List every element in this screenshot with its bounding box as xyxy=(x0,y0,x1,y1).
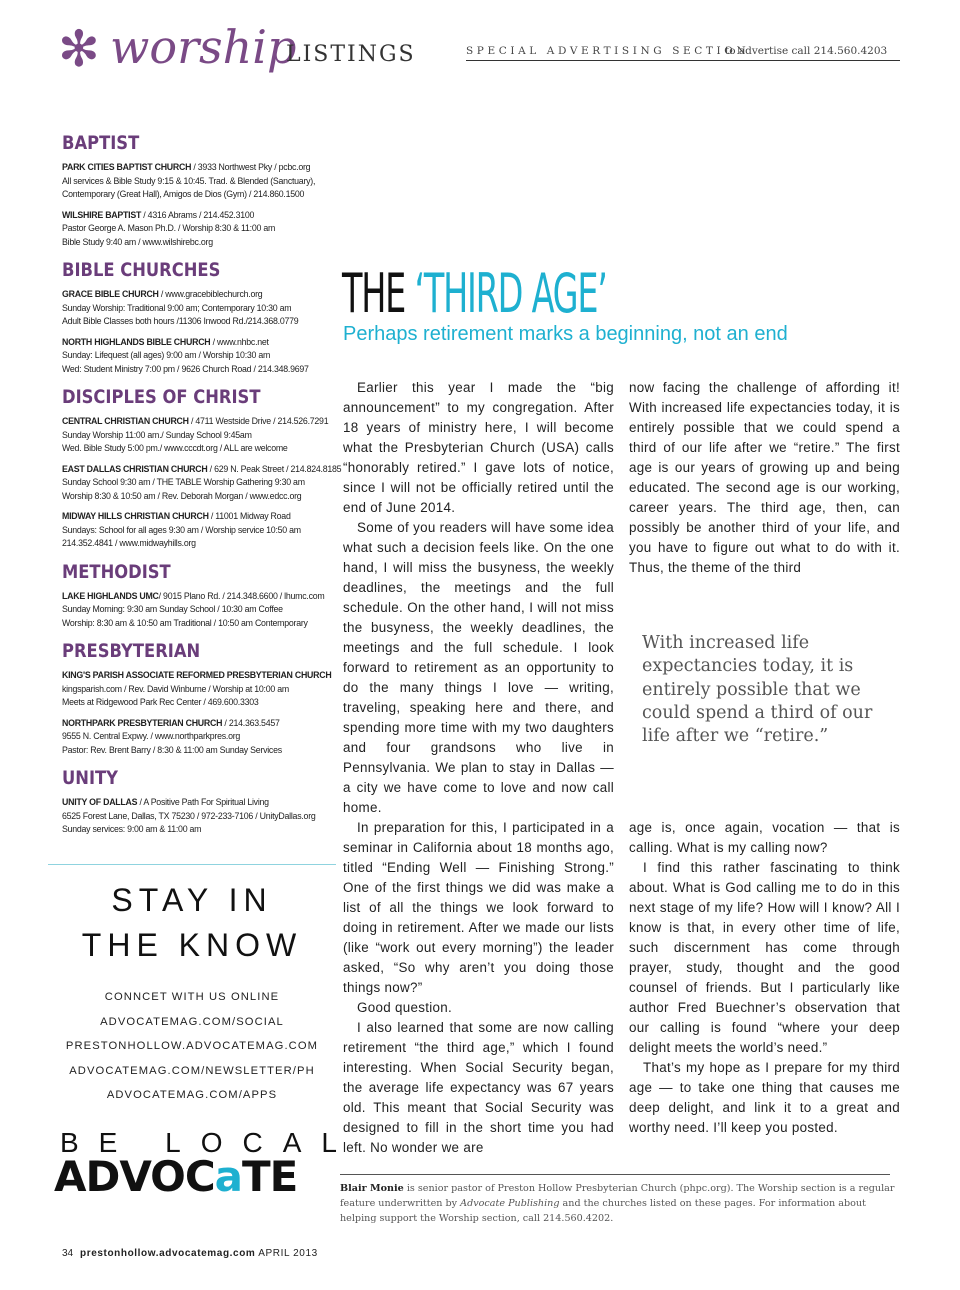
church-name: EAST DALLAS CHRISTIAN CHURCH xyxy=(62,463,208,474)
church-name: LAKE HIGHLANDS UMC xyxy=(62,590,159,601)
link-prestonhollow[interactable]: PRESTONHOLLOW.ADVOCATEMAG.COM xyxy=(65,1040,319,1052)
denomination-heading: DISCIPLES OF CHRIST xyxy=(62,386,261,408)
church-contact: / 4316 Abrams / 214.452.3100 xyxy=(141,209,255,220)
church-detail-line: 214.352.4841 / www.midwayhills.org xyxy=(62,538,196,548)
church-detail-line: kingsparish.com / Rev. David Winburne / Worship at 10:00 am xyxy=(62,683,289,694)
section-title-caps: LISTINGS xyxy=(286,42,416,67)
church-detail-line: Sunday services: 9:00 am & 11:00 am xyxy=(62,824,202,834)
church-contact: / A Positive Path For Spiritual Living xyxy=(137,797,269,807)
paragraph: Earlier this year I made the “big announcement” to my congregation. After 18 years of ministry here, I will become what the Presbyterian Church (USA) calls “honorably retired.” I gave lots of notice, since I will not be officially retired until the end of June 2014. xyxy=(343,380,614,515)
church-detail-line: Wed. Bible Study 5:00 pm./ www.cccdt.org / ALL are welcome xyxy=(62,443,288,453)
church-contact: / 11001 Midway Road xyxy=(208,511,291,521)
article-title xyxy=(342,262,607,325)
church-detail-line: Sunday Worship 11:00 am./ Sunday School 9:45am xyxy=(62,429,252,440)
paragraph: In preparation for this, I participated in a seminar in California about 18 months ago, titled “Ending Well — Finishing Strong.” One of the first things we did was make a list of all the things we look forward to doing in retirement. After we made our lists (like “work out every morning”) the leader asked, “So why aren’t you doing those things now?” xyxy=(343,820,614,995)
church-listing xyxy=(62,209,342,250)
footer-date: APRIL 2013 xyxy=(255,1248,318,1259)
church-listings xyxy=(62,132,342,837)
church-name: KING'S PARISH ASSOCIATE REFORMED PRESBYTERIAN CHURCH xyxy=(62,670,332,680)
church-detail-line: Contemporary (Great Hall), Amigos de Dios (Gym) / 214.860.1500 xyxy=(62,189,305,199)
page-footer xyxy=(80,1248,318,1259)
church-contact: / www.nhbc.net xyxy=(210,336,269,347)
author-name: Blair Monie xyxy=(340,1183,404,1194)
link-apps[interactable]: ADVOCATEMAG.COM/APPS xyxy=(106,1089,278,1101)
church-detail-line: Sunday: Lifequest (all ages) 9:00 am / Worship 10:30 am xyxy=(62,350,271,360)
link-newsletter[interactable]: ADVOCATEMAG.COM/NEWSLETTER/PH xyxy=(69,1064,315,1077)
church-detail-line: Sunday Worship: Traditional 9:00 am; Contemporary 10:30 am xyxy=(62,302,292,313)
church-contact: / 629 N. Peak Street / 214.824.8185 xyxy=(207,463,342,474)
article-column-2-top xyxy=(629,378,900,578)
church-detail-line: Sunday School 9:30 am / THE TABLE Worship Gathering 9:30 am xyxy=(62,477,305,487)
link-social[interactable]: ADVOCATEMAG.COM/SOCIAL xyxy=(100,1015,284,1028)
title-part-2: ‘THIRD AGE’ xyxy=(414,262,607,325)
advocate-logo-part-1: ADVOC xyxy=(54,1152,215,1201)
church-contact: / 214.363.5457 xyxy=(222,717,280,728)
church-detail-line: 6525 Forest Lane, Dallas, TX 75230 / 972-233-7106 / UnityDallas.org xyxy=(62,810,316,821)
church-name: NORTHPARK PRESBYTERIAN CHURCH xyxy=(62,717,223,728)
church-detail-line: Adult Bible Classes both hours /11306 Inwood Rd./214.368.0779 xyxy=(62,316,299,326)
paragraph: That’s my hope as I prepare for my third age — to take one thing that causes me deep delight, and link it to a great and worthy need. I’ll keep you posted. xyxy=(629,1060,900,1135)
online-links xyxy=(40,985,344,1108)
church-detail-line: Worship: 8:30 am & 10:50 am Traditional / 10:50 am Contemporary xyxy=(62,617,308,628)
church-detail-line: Wed: Student Ministry 7:00 pm / 9626 Church Road / 214.348.9697 xyxy=(62,363,309,374)
church-listing xyxy=(62,415,342,456)
church-contact: / www.gracebiblechurch.org xyxy=(158,289,263,299)
stay-line-2: THE KNOW xyxy=(81,927,303,963)
paragraph: now facing the challenge of affording it! With increased life expectancies today, it is entirely possible that we could spend a third of our life after we “retire.” The first age is our years of growing up and being educated. The second age is our working, career years. The third age, then, can possibly be another third of your life, and you have to figure out what to do with it. Thus, the theme of the third xyxy=(629,380,900,575)
church-name: NORTH HIGHLANDS BIBLE CHURCH xyxy=(62,336,211,347)
pull-quote: With increased life expectancies today, it is entirely possible that we could spend a third of our life after we “retire.” xyxy=(642,633,873,747)
church-contact: / 3933 Northwest Pky / pcbc.org xyxy=(191,162,311,172)
bio-publisher: Advocate Publishing xyxy=(460,1198,560,1209)
promo-rule xyxy=(48,864,336,865)
stay-in-the-know-heading xyxy=(48,878,336,968)
church-name: PARK CITIES BAPTIST CHURCH xyxy=(62,162,192,172)
paragraph: Some of you readers will have some idea what such a decision feels like. On the one hand, I will miss the busyness, the weekly deadlines, the meetings and the full schedule. On the other hand, I will not miss the busyness, the weekly deadlines, the meetings and the full schedule. I look forward to retirement as an opportunity to do the many things I love — writing, traveling, speaking here and there, and spending more time with my two daughters and four grandsons who live in Pennsylvania. We plan to stay in Dallas — a city we have come to love and now call home. xyxy=(343,520,614,815)
church-detail-line: Meets at Ridgewood Park Rec Center / 469.600.3303 xyxy=(62,697,259,707)
church-listing xyxy=(62,161,342,202)
author-bio xyxy=(340,1181,895,1226)
church-name: MIDWAY HILLS CHRISTIAN CHURCH xyxy=(62,511,209,521)
article-subtitle: Perhaps retirement marks a beginning, not an end xyxy=(343,323,788,345)
church-detail-line: Worship 8:30 & 10:50 am / Rev. Deborah Morgan / www.edcc.org xyxy=(62,490,302,501)
be-local-tagline: BE LOCAL xyxy=(60,1127,357,1158)
paragraph: I also learned that some are now calling retirement “the third age,” which I found interesting. When Social Security began, the average life expectancy was 67 years old. This meant that Social Security was designed to fill in the short time you had left. No wonder we are xyxy=(343,1020,614,1155)
church-detail-line: Bible Study 9:40 am / www.wilshirebc.org xyxy=(62,236,213,247)
article-column-2-bottom xyxy=(629,818,900,1138)
paragraph: I find this rather fascinating to think about. What is God calling me to do in this next stage of my life? How will I know? All I know is that, in every other time of life, such discernment has come through prayer, study, thought and the good counsel of friends. But I particularly like author Fred Buechner’s observation that our calling is found “where your deep delight meets the world’s need.” xyxy=(629,860,900,1055)
flower-icon: ✻ xyxy=(58,20,100,78)
title-part-1: THE xyxy=(342,262,415,325)
page-number: 34 xyxy=(62,1248,74,1259)
church-listing xyxy=(62,717,342,758)
paragraph: age is, once again, vocation — that is calling. What is my calling now? xyxy=(629,820,900,855)
denomination-heading: BAPTIST xyxy=(62,132,140,154)
church-detail-line: All services & Bible Study 9:15 & 10:45. Trad. & Blended (Sanctuary), xyxy=(62,175,316,186)
church-detail-line: Sundays: School for all ages 9:30 am / Worship service 10:50 am xyxy=(62,524,301,535)
denomination-heading: BIBLE CHURCHES xyxy=(62,259,221,281)
special-advertising-label: SPECIAL ADVERTISING SECTION xyxy=(466,45,750,57)
church-contact: / 9015 Plano Rd. / 214.348.6600 / lhumc.com xyxy=(158,590,325,601)
paragraph: Good question. xyxy=(357,1000,453,1015)
bio-end: and the churches listed on these pages. For information about helping support the Worship section, call 214.560.4202. xyxy=(340,1198,866,1224)
church-listing xyxy=(62,510,342,551)
bio-text: is senior pastor of Preston Hollow Presbyterian Church (phpc.org). The Worship section is a regular feature underwritten by xyxy=(340,1183,895,1209)
church-contact: / 4711 Westside Drive / 214.526.7291 xyxy=(188,416,329,426)
church-detail-line: Pastor: Rev. Brent Barry / 8:30 & 11:00 am Sunday Services xyxy=(62,744,282,755)
article-column-1 xyxy=(343,378,614,1158)
advocate-logo-part-2: TE xyxy=(242,1152,298,1201)
connect-label: CONNCET WITH US ONLINE xyxy=(104,991,280,1003)
advocate-logo-accent: a xyxy=(214,1152,243,1201)
church-name: GRACE BIBLE CHURCH xyxy=(62,289,159,299)
section-title-script: worship xyxy=(110,20,297,74)
denomination-heading: METHODIST xyxy=(62,560,171,583)
church-listing xyxy=(62,796,342,837)
bio-rule xyxy=(340,1174,890,1175)
denomination-heading: UNITY xyxy=(62,767,119,789)
church-listing xyxy=(62,463,342,504)
church-name: WILSHIRE BAPTIST xyxy=(62,209,142,220)
stay-line-1: STAY IN xyxy=(111,882,273,918)
advocate-logo xyxy=(54,1152,297,1201)
church-listing xyxy=(62,669,342,710)
denomination-heading: PRESBYTERIAN xyxy=(62,640,201,662)
church-detail-line: 9555 N. Central Expwy. / www.northparkpres.org xyxy=(62,731,241,741)
church-listing xyxy=(62,288,342,329)
church-name: UNITY OF DALLAS xyxy=(62,797,138,807)
header-rule xyxy=(466,60,900,61)
church-detail-line: Sunday Morning: 9:30 am Sunday School / 10:30 am Coffee xyxy=(62,604,283,614)
advertise-phone: to advertise call 214.560.4203 xyxy=(725,45,888,57)
church-name: CENTRAL CHRISTIAN CHURCH xyxy=(62,416,189,426)
church-detail-line: Pastor George A. Mason Ph.D. / Worship 8:30 & 11:00 am xyxy=(62,223,276,233)
church-listing xyxy=(62,590,342,631)
church-listing xyxy=(62,336,342,377)
footer-site: prestonhollow.advocatemag.com xyxy=(80,1248,256,1259)
